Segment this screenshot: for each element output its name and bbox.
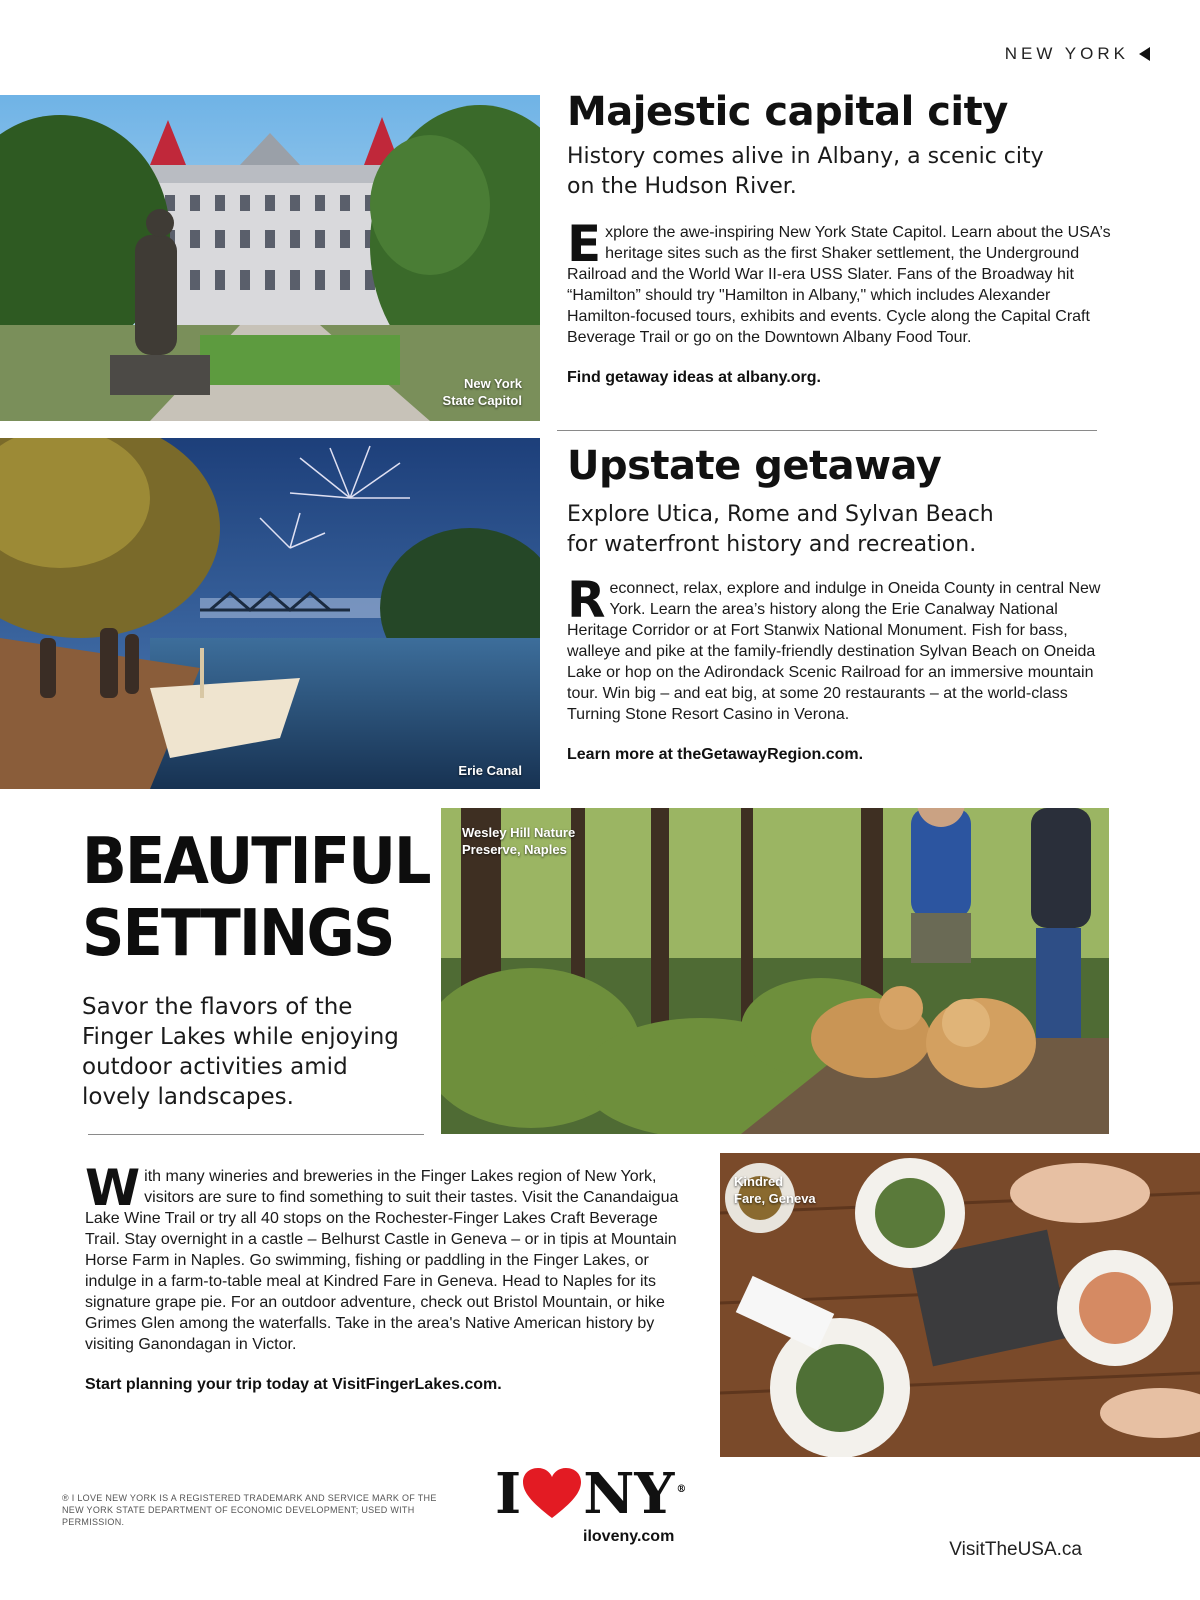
finger-lakes-divider: [88, 1134, 424, 1135]
upstate-deck: Explore Utica, Rome and Sylvan Beach for waterfront history and recreation.: [567, 502, 994, 557]
capitol-caption: [443, 375, 522, 409]
finger-lakes-deck: Savor the flavors of the Finger Lakes while enjoying outdoor activities amid lovely landscapes.: [82, 994, 399, 1110]
albany-article: [567, 88, 1112, 387]
logo-letter-i: I: [495, 1461, 522, 1527]
upstate-article: [567, 442, 1112, 764]
heart-icon: [523, 1468, 581, 1520]
finger-lakes-cta[interactable]: Start planning your trip today at VisitFingerLakes.com.: [85, 1376, 502, 1393]
food-caption-line1: Kindred: [734, 1174, 784, 1189]
food-photo: [720, 1153, 1200, 1457]
iloveny-wordmark: [495, 1462, 695, 1526]
back-arrow-icon[interactable]: [1139, 47, 1150, 61]
capitol-caption-line2: State Capitol: [442, 393, 522, 408]
capitol-caption-line1: New York: [463, 376, 522, 391]
food-caption-line2: Fare, Geneva: [734, 1191, 816, 1206]
albany-divider: [557, 430, 1097, 431]
finger-lakes-title-block: [82, 825, 430, 1112]
erie-canal-caption: Erie Canal: [458, 763, 522, 778]
upstate-dropcap: R: [567, 571, 606, 629]
finger-lakes-title-line2: SETTINGS: [82, 897, 394, 971]
hiking-caption-line1: Wesley Hill Nature: [462, 825, 576, 840]
finger-lakes-body: [85, 1159, 695, 1355]
finger-lakes-dropcap: W: [85, 1159, 141, 1217]
finger-lakes-article: [85, 1159, 695, 1394]
upstate-cta[interactable]: Learn more at theGetawayRegion.com.: [567, 746, 864, 763]
finger-lakes-body-text: ith many wineries and breweries in the Finger Lakes region of New York, visitors are sure to find something to suit their tastes. Visit the Canandaigua Lake Wine Trail or try all 40 stops on the Rochester-Finger Lakes Craft Beverage Trail. Stay overnight in a castle – Belhurst Castle in Geneva – or in tipis at Mountain Horse Farm in Naples. Go swimming, fishing or paddling in the Finger Lakes, or indulge in a farm-to-table meal at Kindred Fare in Geneva. Head to Naples for its signature grape pie. For an outdoor adventure, check out Bristol Mountain, or hike Grimes Glen among the waterfalls. Take in the area's Native American history by visiting Ganondagan in Victor.: [85, 1168, 679, 1353]
capitol-photo: [0, 95, 540, 421]
hiking-caption: [462, 824, 575, 858]
albany-dropcap: E: [567, 215, 602, 273]
hiking-caption-line2: Preserve, Naples: [462, 842, 567, 857]
upstate-body-text: econnect, relax, explore and indulge in Oneida County in central New York. Learn the area’s history along the Erie Canalway National Heritage Corridor or at Fort Stanwix National Monument. Fish for bass, walleye and pike at the family-friendly destination Sylvan Beach on Oneida Lake or hop on the Adirondack Scenic Railroad for an immersive mountain tour. Win big – and eat big, at some 20 restaurants – at the world-class Turning Stone Resort Casino in Verona.: [567, 580, 1101, 723]
iloveny-logo[interactable]: [495, 1462, 695, 1546]
finger-lakes-title-line1: BEAUTIFUL: [82, 825, 430, 899]
albany-body-text: xplore the awe-inspiring New York State Capitol. Learn about the USA’s heritage sites such as the first Shaker settlement, the Underground Railroad and the World War II-era USS Slater. Fans of the Broadway hit “Hamilton” should try "Hamilton in Albany," which includes Alexander Hamilton-focused tours, exhibits and events. Cycle along the Capital Craft Beverage Trail or go on the Downtown Albany Food Tour.: [567, 224, 1111, 346]
section-label-text: NEW YORK: [1004, 44, 1129, 63]
hiking-photo: [441, 808, 1109, 1134]
upstate-headline: Upstate getaway: [567, 443, 942, 489]
erie-canal-photo: [0, 438, 540, 789]
food-caption: [734, 1173, 816, 1207]
iloveny-url[interactable]: iloveny.com: [583, 1528, 675, 1545]
logo-registered-mark: ®: [676, 1484, 687, 1495]
albany-cta[interactable]: Find getaway ideas at albany.org.: [567, 369, 821, 386]
logo-letters-ny: NY: [583, 1461, 675, 1527]
albany-headline: Majestic capital city: [567, 89, 1008, 135]
capitol-illustration: [0, 95, 540, 421]
albany-body: [567, 215, 1112, 348]
erie-canal-illustration: [0, 438, 540, 789]
trademark-notice: ® I LOVE NEW YORK IS A REGISTERED TRADEMARK AND SERVICE MARK OF THE NEW YORK STATE DEPARTMENT OF ECONOMIC DEVELOPMENT; USED WITH PERMISSION.: [62, 1493, 437, 1527]
section-label: [1005, 44, 1150, 64]
albany-deck: History comes alive in Albany, a scenic city on the Hudson River.: [567, 144, 1044, 199]
upstate-body: [567, 571, 1112, 725]
site-url[interactable]: VisitTheUSA.ca: [949, 1539, 1082, 1560]
